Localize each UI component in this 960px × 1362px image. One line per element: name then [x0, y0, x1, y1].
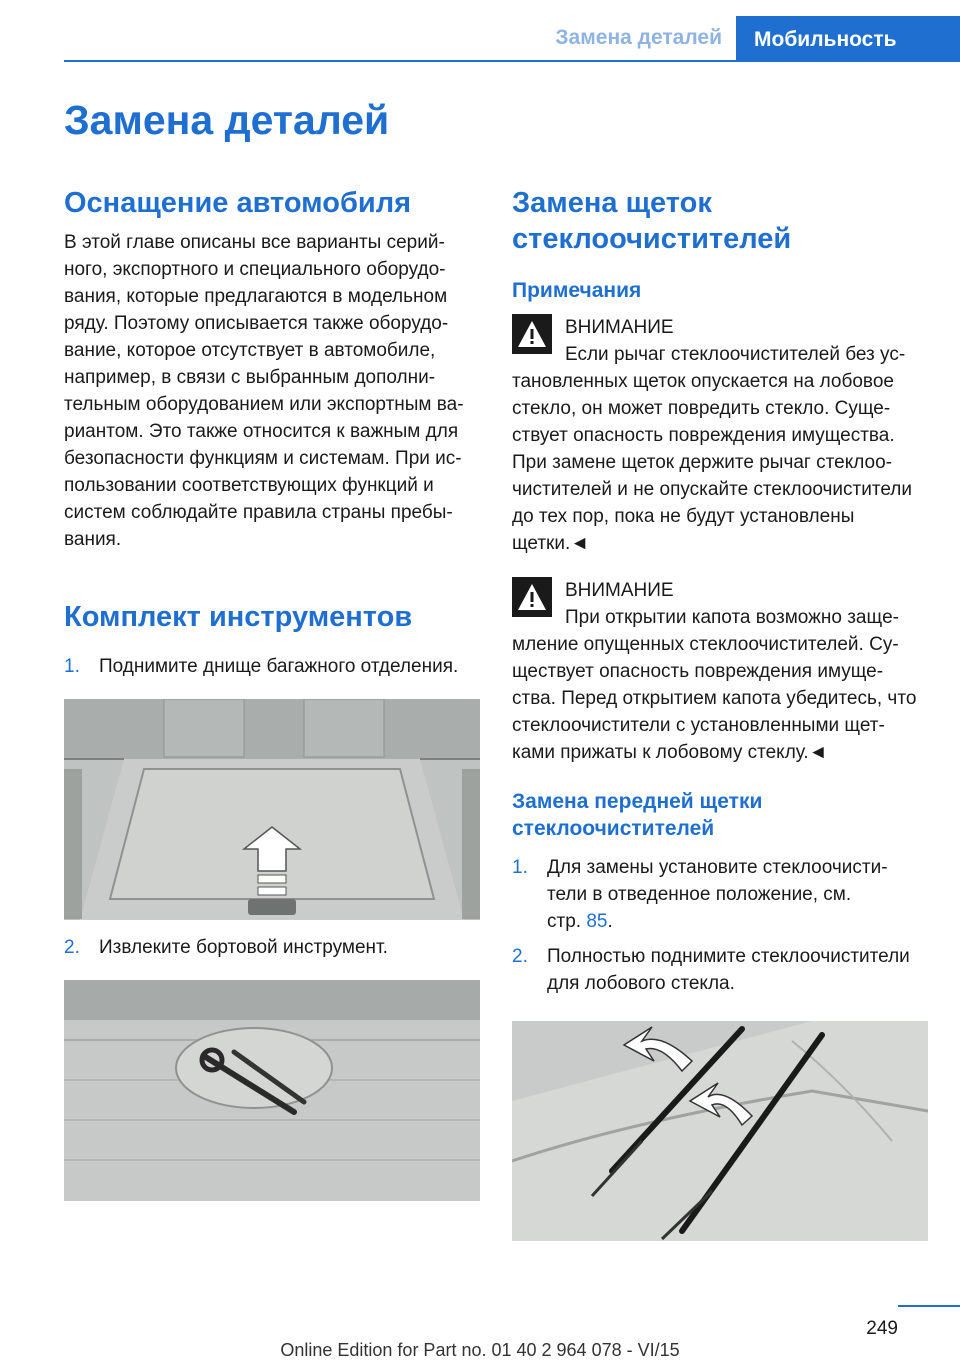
warning-label: ВНИМАНИЕ [565, 580, 674, 601]
warning-icon [512, 577, 552, 617]
left-column [64, 185, 480, 1201]
step-number: 1. [64, 656, 80, 677]
trunk-floor-photo [64, 699, 480, 920]
running-header-chapter: Мобильность [736, 16, 960, 62]
header-rule [64, 60, 960, 62]
wipers-heading: Замена щеток стеклоочистителей [512, 187, 792, 255]
equipment-heading: Оснащение автомобиля [64, 187, 412, 219]
list-item [64, 934, 480, 961]
onboard-tools-photo [64, 980, 480, 1201]
step-text: Полностью поднимите стеклоочистители для лобового стекла. [547, 946, 910, 994]
toolkit-heading: Комплект инструментов [64, 601, 413, 633]
warning-block: ВНИМАНИЕ Если рычаг стеклоочистителей без ус- тановленных щеток опускается на лобовое стекло, он может повредить стекло. Суще- ствует опасность повреждения имущества. При замене щеток держите рычаг стеклоо- чистителей и не опускайте стеклоочистители до тех пор, пока не будут установлены щетки.◄ [512, 314, 928, 557]
equipment-paragraph: В этой главе описаны все варианты серий- ного, экспортного и специального оборудо- вания, которые предлагаются в модельном ряду. Поэтому описывается также оборудо- вание, которое отсутствует в автомобиле, например, в связи с выбранным дополни- тельным оборудованием или экспортным ва- риантом. Это также относится к важным для безопасности функциям и системам. При ис- пользовании соответствующих функций и систем соблюдайте правила страны пребы- вания. [64, 232, 464, 550]
step-text: Поднимите днище багажного отделения. [99, 656, 459, 677]
page-number: 249 [866, 1318, 898, 1339]
step-text: Для замены установите стеклоочисти- тели в отведенное положение, см. стр. 85. [547, 857, 888, 932]
notes-heading: Примечания [512, 279, 642, 302]
front-wiper-heading: Замена передней щетки стеклоочистителей [512, 790, 763, 840]
running-header-section: Замена деталей [555, 26, 722, 49]
page-title: Замена деталей [64, 97, 390, 143]
warning-icon [512, 314, 552, 354]
edition-note: Online Edition for Part no. 01 40 2 964 078 - VI/15 [280, 1340, 680, 1360]
windshield-wipers-photo [512, 1021, 928, 1241]
page-reference-link[interactable]: 85 [586, 911, 608, 932]
list-item [512, 854, 928, 935]
list-item [512, 943, 928, 997]
step-number: 1. [512, 857, 528, 878]
step-number: 2. [64, 937, 80, 958]
warning-label: ВНИМАНИЕ [565, 317, 674, 338]
warning-block: ВНИМАНИЕ При открытии капота возможно защe- мление опущенных стеклоочистителей. Су- ществует опасность повреждения имуще- ства. Перед открытием капота убедитесь, что стеклоочистители с установленными щет- ками прижаты к лобовому стеклу.◄ [512, 577, 928, 766]
step-text: Извлеките бортовой инструмент. [99, 937, 388, 958]
footer-rule [898, 1305, 960, 1307]
list-item [64, 653, 480, 680]
right-column [512, 185, 928, 1241]
step-number: 2. [512, 946, 528, 967]
